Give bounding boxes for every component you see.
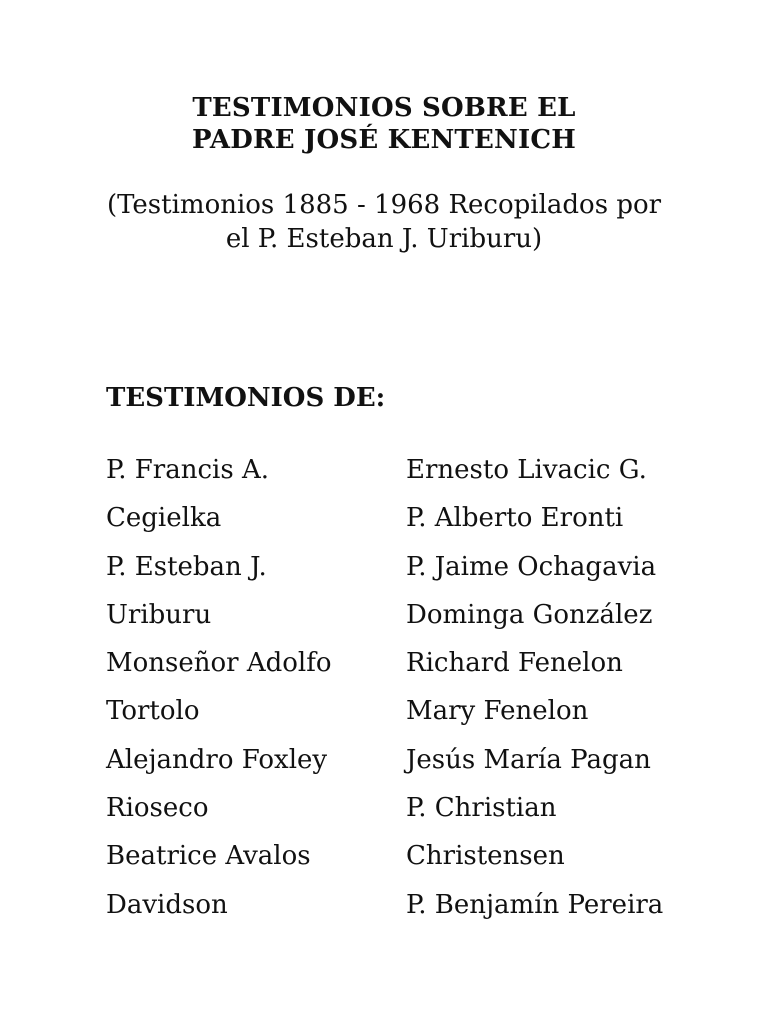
subtitle-line-1: (Testimonios 1885 - 1968 Recopilados por	[106, 190, 662, 220]
subtitle-line-2: el P. Esteban J. Uriburu)	[225, 224, 543, 254]
list-item: P. Jaime Ochagavia	[406, 551, 657, 582]
list-item: Uriburu	[106, 599, 212, 630]
title-line-2: PADRE JOSÉ KENTENICH	[192, 125, 576, 155]
title-line-1: TESTIMONIOS SOBRE EL	[192, 93, 576, 123]
list-item: Christensen	[406, 841, 565, 872]
list-item: Rioseco	[106, 793, 209, 824]
list-item: Monseñor Adolfo	[106, 648, 332, 679]
list-item: Richard Fenelon	[406, 648, 623, 679]
testimonies-left-column	[106, 446, 396, 929]
list-item: P. Alberto Eronti	[406, 503, 624, 534]
list-item: Mary Fenelon	[406, 696, 589, 727]
list-item: Cegielka	[106, 503, 222, 534]
list-item: P. Francis A.	[106, 455, 269, 485]
list-item: Beatrice Avalos	[106, 841, 311, 872]
section-heading: TESTIMONIOS DE:	[106, 383, 386, 413]
list-item: Ernesto Livacic G.	[406, 455, 647, 485]
list-item: P. Benjamín Pereira	[406, 889, 664, 920]
list-item: Davidson	[106, 889, 228, 920]
list-item: P. Esteban J.	[106, 551, 267, 582]
list-item: Dominga González	[406, 599, 653, 630]
list-item: Alejandro Foxley	[106, 744, 328, 775]
list-item: Jesús María Pagan	[406, 744, 651, 775]
list-item: P. Christian	[406, 793, 557, 824]
list-item: Tortolo	[106, 696, 200, 727]
testimonies-right-column	[406, 446, 756, 929]
